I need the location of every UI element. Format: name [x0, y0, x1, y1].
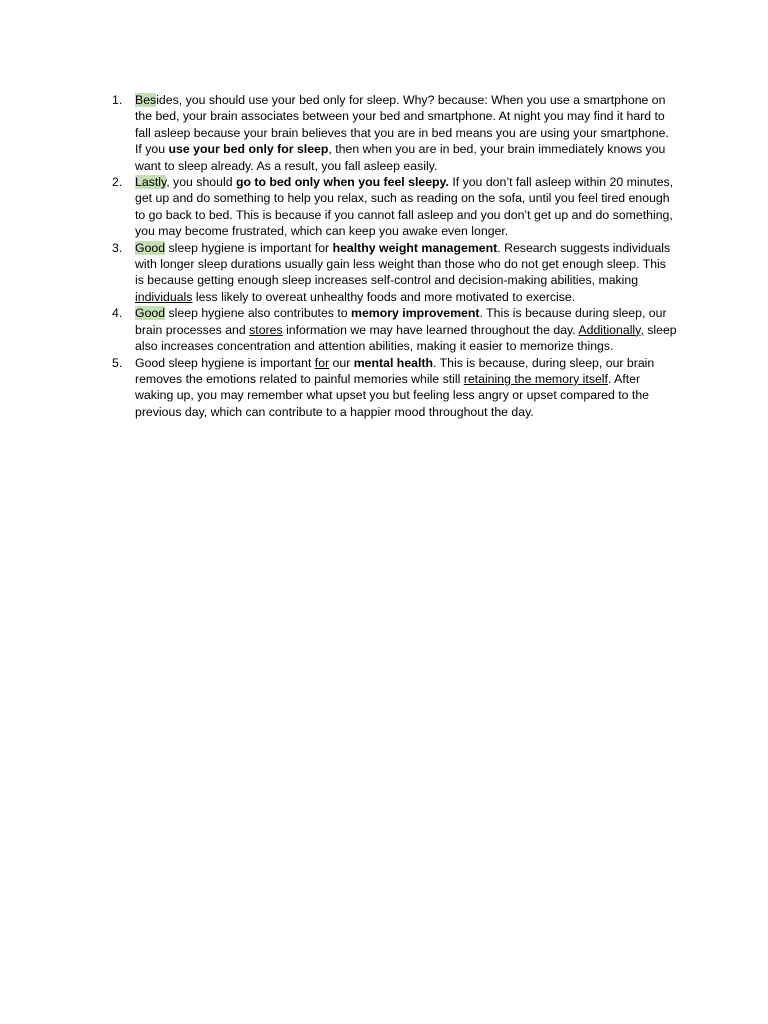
list-item — [112, 305, 678, 354]
highlighted-text: Good — [135, 240, 166, 255]
body-text: . This is because during sleep, our brain processes and — [135, 306, 667, 337]
body-text: Good sleep hygiene is important — [135, 355, 315, 370]
list-number: 5. — [112, 355, 123, 370]
list-item — [112, 240, 678, 306]
underlined-text: retaining the memory itself — [463, 371, 608, 386]
body-text: . Research suggests individuals with longer sleep durations usually gain less weight than those who do not get enough sleep. This is because getting enough sleep increases self-control and decision-making abilities, making — [135, 240, 671, 288]
underlined-text: for — [314, 355, 330, 370]
body-text: . This is because, during sleep, our brain removes the emotions related to painful memories while still — [135, 355, 655, 386]
body-text: ides, you should use your bed only for sleep. Why? because: When you use a smartphone on the bed, your brain associates between your bed and smartphone. At night you may find it hard to fall asleep because your brain believes that you are in bed means you are using your smartphone. If you — [135, 93, 669, 157]
body-text: sleep hygiene also contributes to — [165, 306, 352, 321]
body-text: , then when you are in bed, your brain immediately knows you want to sleep already. As a result, you fall asleep easily. — [135, 142, 666, 173]
list-number: 2. — [112, 175, 123, 190]
list-number: 4. — [112, 306, 123, 321]
bold-text: go to bed only when you feel sleepy. — [235, 175, 449, 190]
bold-text: memory improvement — [351, 306, 480, 321]
body-text: less likely to overeat unhealthy foods and more motivated to exercise. — [192, 289, 576, 304]
bold-text: mental health — [353, 355, 434, 370]
body-text: sleep hygiene is important for — [165, 240, 333, 255]
list-number: 1. — [112, 93, 123, 107]
underlined-text: stores — [249, 322, 283, 337]
list-number: 3. — [112, 240, 123, 255]
list-item — [112, 174, 678, 240]
bold-text: healthy weight management — [332, 240, 498, 255]
list-item — [112, 355, 678, 421]
highlighted-text: Good — [135, 306, 166, 321]
body-text: our — [329, 355, 354, 370]
body-text: . After waking up, you may remember what upset you but feeling less angry or upset compared to the previous day, which can contribute to a happier mood throughout the day. — [135, 371, 650, 419]
body-text: , you should — [166, 175, 236, 190]
numbered-list — [112, 92, 678, 420]
underlined-text: individuals — [135, 289, 193, 304]
list-item — [112, 92, 678, 174]
underlined-text: Additionally, — [578, 322, 644, 337]
body-text: sleep also increases concentration and attention abilities, making it easier to memorize things. — [135, 322, 677, 354]
highlighted-text: Lastly — [135, 175, 167, 190]
bold-text: use your bed only for sleep — [168, 142, 329, 157]
body-text: information we may have learned throughout the day. — [282, 322, 579, 337]
body-text: If you don’t fall asleep within 20 minutes, get up and do something to help you relax, such as reading on the sofa, until you feel tired enough to go back to bed. This is because if you cannot fall asleep and you don’t get up and do something, you may become frustrated, which can keep you awake even longer. — [135, 175, 674, 239]
highlighted-text: Bes — [135, 93, 157, 107]
